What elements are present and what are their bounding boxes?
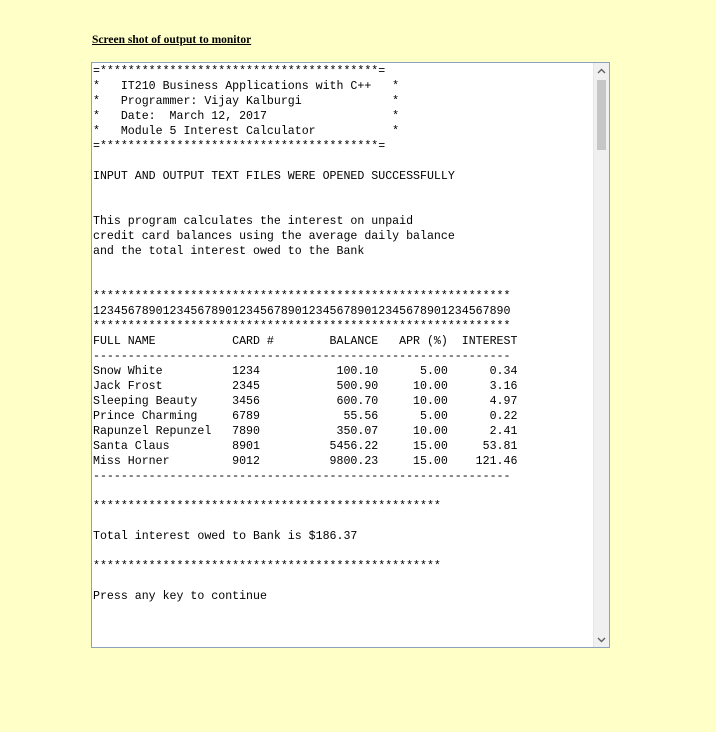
console-line — [93, 574, 595, 589]
console-line: 123456789012345678901234567890123456789012345678901234567890 — [93, 305, 511, 318]
console-line: ------------------------------------------------------------ — [93, 470, 511, 483]
console-line: Press any key to continue — [93, 590, 267, 603]
console-line — [93, 514, 595, 529]
console-line: ************************************************************ — [93, 320, 511, 333]
console-line: ************************************************** — [93, 500, 441, 513]
console-line: and the total interest owed to the Bank — [93, 245, 365, 258]
console-output — [93, 64, 595, 604]
console-line: Miss Horner 9012 9800.23 15.00 121.46 — [93, 455, 518, 468]
console-line: * IT210 Business Applications with C++ * — [93, 80, 400, 93]
console-line: ************************************************************ — [93, 290, 511, 303]
console-line: Santa Claus 8901 5456.22 15.00 53.81 — [93, 440, 518, 453]
console-line: Jack Frost 2345 500.90 10.00 3.16 — [93, 380, 518, 393]
console-line — [93, 484, 595, 499]
console-line: INPUT AND OUTPUT TEXT FILES WERE OPENED SUCCESSFULLY — [93, 170, 455, 183]
console-line — [93, 544, 595, 559]
console-line — [93, 274, 595, 289]
console-line — [93, 199, 595, 214]
console-line: ************************************************** — [93, 560, 441, 573]
console-line: * Module 5 Interest Calculator * — [93, 125, 400, 138]
scroll-thumb[interactable] — [597, 80, 606, 150]
scroll-up-button[interactable] — [594, 63, 609, 78]
screenshot-caption: Screen shot of output to monitor — [92, 34, 252, 46]
console-line: credit card balances using the average daily balance — [93, 230, 455, 243]
console-line: =****************************************= — [93, 65, 386, 78]
console-line: Total interest owed to Bank is $186.37 — [93, 530, 358, 543]
console-line: This program calculates the interest on unpaid — [93, 215, 414, 228]
console-line: FULL NAME CARD # BALANCE APR (%) INTEREST — [93, 335, 518, 348]
console-line: * Date: March 12, 2017 * — [93, 110, 400, 123]
console-window — [91, 62, 610, 648]
console-line — [93, 184, 595, 199]
console-line — [93, 154, 595, 169]
console-line: =****************************************= — [93, 140, 386, 153]
console-line — [93, 259, 595, 274]
console-line: Rapunzel Repunzel 7890 350.07 10.00 2.41 — [93, 425, 518, 438]
chevron-up-icon — [597, 68, 606, 74]
scroll-down-button[interactable] — [594, 632, 609, 647]
console-line: Sleeping Beauty 3456 600.70 10.00 4.97 — [93, 395, 518, 408]
console-line: * Programmer: Vijay Kalburgi * — [93, 95, 400, 108]
vertical-scrollbar[interactable] — [593, 63, 609, 647]
chevron-down-icon — [597, 637, 606, 643]
console-line: Prince Charming 6789 55.56 5.00 0.22 — [93, 410, 518, 423]
console-line: Snow White 1234 100.10 5.00 0.34 — [93, 365, 518, 378]
console-line: ------------------------------------------------------------ — [93, 350, 511, 363]
